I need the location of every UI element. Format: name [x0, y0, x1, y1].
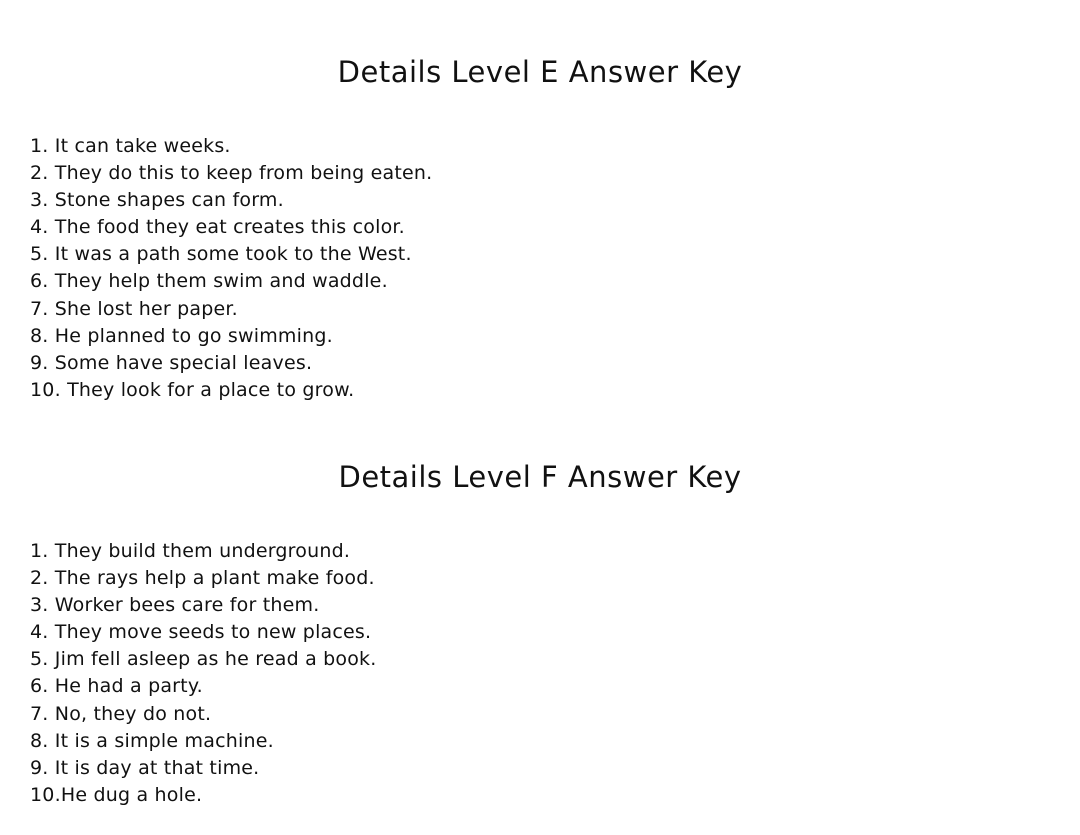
level-f-title: Details Level F Answer Key [338, 460, 742, 494]
answer-number: 10. [30, 783, 61, 806]
answer-item [30, 782, 377, 809]
answer-item [30, 755, 377, 782]
answer-number: 1. [30, 135, 49, 157]
answer-item [30, 268, 432, 295]
answer-item [30, 728, 377, 755]
answer-text: He had a party. [54, 675, 203, 698]
answer-item [30, 673, 377, 700]
answer-number: 7. [30, 297, 49, 320]
answer-item [30, 592, 377, 619]
answer-item [30, 701, 377, 728]
answer-number: 7. [30, 702, 49, 725]
answer-number: 2. [30, 162, 49, 185]
answer-number: 6. [30, 270, 49, 293]
answer-text: They move seeds to new places. [54, 621, 372, 644]
answer-text: They do this to keep from being eaten. [54, 162, 433, 185]
answer-text: He dug a hole. [60, 783, 203, 806]
answer-number: 3. [30, 189, 49, 212]
answer-number: 10. [30, 378, 61, 401]
answer-number: 5. [30, 243, 49, 266]
answer-item [30, 241, 432, 268]
answer-item [30, 214, 432, 241]
answer-text: It can take weeks. [54, 135, 231, 157]
answer-item [30, 187, 432, 214]
answer-text: The food they eat creates this color. [54, 216, 405, 239]
answer-item [30, 377, 432, 404]
answer-item [30, 538, 377, 565]
answer-text: Worker bees care for them. [54, 594, 320, 617]
answer-text: Some have special leaves. [54, 351, 313, 374]
answer-text: Jim fell asleep as he read a book. [54, 648, 377, 671]
answer-number: 4. [30, 621, 49, 644]
answer-number: 4. [30, 216, 49, 239]
answer-text: They look for a place to grow. [67, 378, 355, 401]
answer-number: 8. [30, 729, 49, 752]
answer-text: The rays help a plant make food. [54, 567, 375, 590]
answer-text: She lost her paper. [54, 297, 238, 320]
answer-item [30, 160, 432, 187]
answer-number: 5. [30, 648, 49, 671]
answer-text: He planned to go swimming. [54, 324, 333, 347]
answer-number: 8. [30, 324, 49, 347]
answer-text: It was a path some took to the West. [54, 243, 412, 266]
answer-item [30, 646, 377, 673]
answer-item [30, 296, 432, 323]
answer-text: They help them swim and waddle. [54, 270, 388, 293]
answer-item [30, 323, 432, 350]
answer-number: 2. [30, 567, 49, 590]
answer-item [30, 350, 432, 377]
answer-number: 1. [30, 540, 49, 562]
answer-text: Stone shapes can form. [54, 189, 284, 212]
level-f-answer-list [30, 538, 377, 809]
answer-number: 3. [30, 594, 49, 617]
answer-text: It is a simple machine. [54, 729, 274, 752]
answer-item [30, 565, 377, 592]
answer-number: 9. [30, 351, 49, 374]
answer-number: 9. [30, 756, 49, 779]
answer-text: No, they do not. [54, 702, 212, 725]
answer-number: 6. [30, 675, 49, 698]
level-e-title: Details Level E Answer Key [337, 55, 743, 89]
answer-text: It is day at that time. [54, 756, 260, 779]
level-e-answer-list [30, 133, 432, 404]
answer-item [30, 133, 432, 160]
answer-item [30, 619, 377, 646]
answer-text: They build them underground. [54, 540, 351, 562]
